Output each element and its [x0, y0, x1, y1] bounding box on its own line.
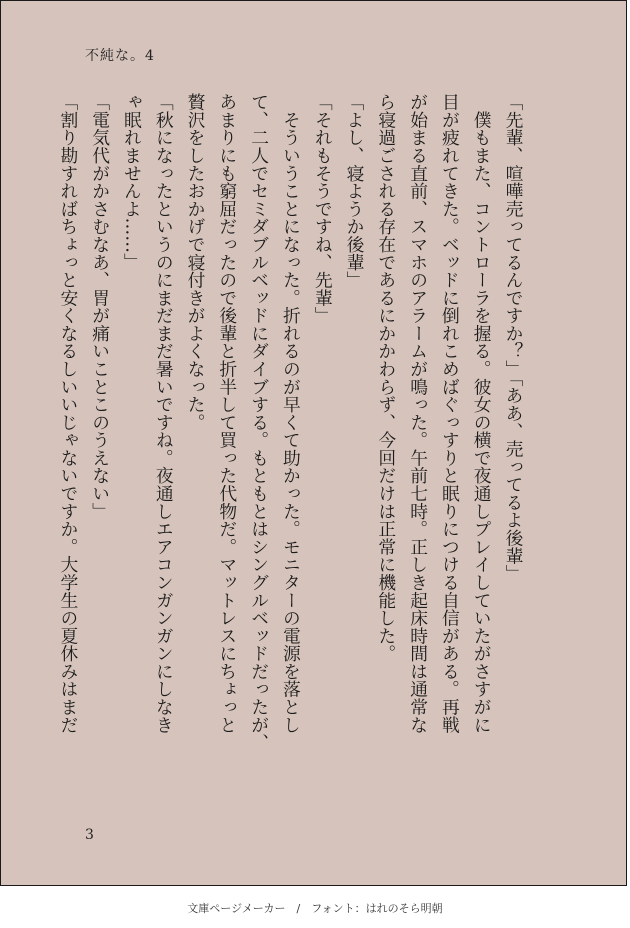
text-line: て、二人でセミダブルベッドにダイブする。もともとはシングルベッドだったが、	[248, 93, 270, 752]
text-line: 贅沢をしたおかげで寝付きがよくなった。	[185, 93, 207, 432]
text-line: 「電気代がかさむなあ、胃が痛いことこのうえない」	[89, 93, 111, 520]
text-line: が始まる直前、スマホのアラームが鳴った。午前七時。正しき起床時間は通常な	[407, 93, 429, 734]
text-line: 「よし、寝ようか後輩」	[344, 93, 366, 289]
text-line: あまりにも窮屈だったので後輩と折半して買った代物だ。マットレスにちょっと	[216, 93, 238, 734]
text-line: ゃ眠れませんよ……」	[121, 93, 143, 271]
text-line: 「秋になったというのにまだまだ暑いですね。夜通しエアコンガンガンにしなき	[153, 93, 175, 734]
footer-credit: 文庫ページメーカー / フォント：はれのそら明朝	[187, 902, 443, 915]
text-line: 「先輩、喧嘩売ってるんですか？」「ああ、売ってるよ後輩」	[503, 93, 524, 583]
page-number: 3	[85, 827, 94, 843]
chapter-header: 不純な。4	[85, 48, 155, 64]
text-line: 目が疲れてきた。ベッドに倒れこめばぐっすりと眠りにつける自信がある。再戦	[439, 93, 461, 734]
text-line: 「割り勘すればちょっと安くなるしいいじゃないですか。大学生の夏休みはまだ	[57, 93, 79, 734]
vertical-body-text	[52, 93, 529, 813]
text-line: 僕もまた、コントローラを握る。彼女の横で夜通しプレイしていたがさすがに	[471, 93, 493, 734]
text-line: ら寝過ごされる存在であるにかかわらず、今回だけは正常に機能した。	[375, 93, 397, 663]
text-line: 「それもそうですね、先輩」	[312, 93, 334, 325]
text-line: そういうことになった。折れるのが早くて助かった。モニターの電源を落とし	[280, 93, 302, 734]
